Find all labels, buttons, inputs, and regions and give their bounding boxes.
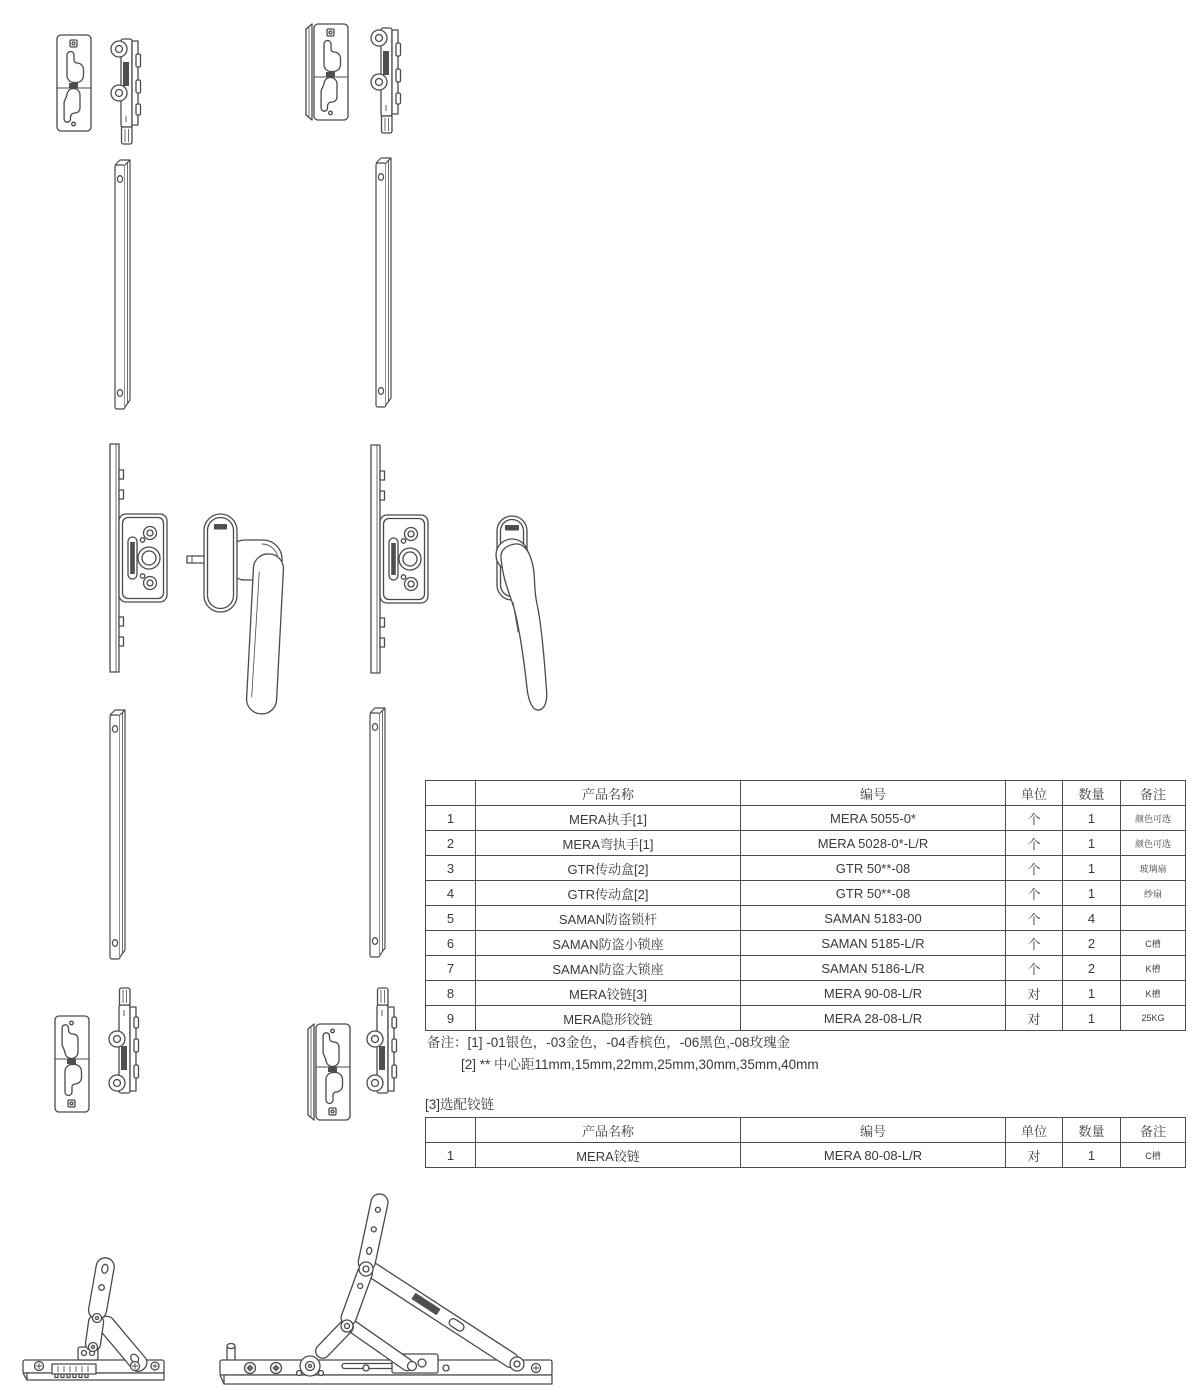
footnotes [427, 1032, 819, 1076]
table-cell: SAMAN 5183-00 [741, 906, 1006, 931]
handle-side-view-diagram [186, 506, 298, 721]
table-cell: 玻璃扇 [1121, 856, 1186, 881]
table-cell: MERA隐形铰链 [476, 1006, 741, 1031]
column-header: 单位 [1006, 1118, 1063, 1143]
column-header: 编号 [741, 781, 1006, 806]
table-row [426, 806, 1186, 831]
table-cell: 个 [1006, 831, 1063, 856]
table-cell: MERA铰链 [476, 1143, 741, 1168]
gearbox-screen-sash-diagram [369, 443, 433, 675]
table-cell: 个 [1006, 931, 1063, 956]
table-row [426, 906, 1186, 931]
table-row [426, 981, 1186, 1006]
table-cell: 1 [1063, 981, 1121, 1006]
lock-rod-lower-right-diagram [367, 705, 389, 963]
gearbox-glass-sash-diagram [108, 442, 172, 674]
table-cell: 1 [1063, 806, 1121, 831]
footnote-colors: 备注：[1] -01银色，-03金色，-04香槟色，-06黑色,-08玫瑰金 [427, 1035, 791, 1050]
table-cell: 个 [1006, 856, 1063, 881]
table-cell: 1 [1063, 881, 1121, 906]
column-header: 备注 [1121, 1118, 1186, 1143]
table-cell: 个 [1006, 956, 1063, 981]
table-cell: MERA 5028-0*-L/R [741, 831, 1006, 856]
row-index: 6 [426, 931, 476, 956]
column-header: 备注 [1121, 781, 1186, 806]
footnote-center-distance: [2] ** 中心距11mm,15mm,22mm,25mm,30mm,35mm,40mm [461, 1057, 819, 1072]
table-cell: 对 [1006, 981, 1063, 1006]
row-index: 7 [426, 956, 476, 981]
table-cell: K槽 [1121, 956, 1186, 981]
table-cell: MERA执手[1] [476, 806, 741, 831]
table-cell: 25KG [1121, 1006, 1186, 1031]
header-row [426, 781, 1186, 806]
optional-hinge-label: [3]选配铰链 [425, 1097, 495, 1112]
table-cell: GTR传动盒[2] [476, 856, 741, 881]
lock-rod-lower-left-diagram [107, 707, 129, 965]
table-row [426, 956, 1186, 981]
table-cell: SAMAN 5185-L/R [741, 931, 1006, 956]
table-cell: GTR传动盒[2] [476, 881, 741, 906]
table-cell: GTR 50**-08 [741, 856, 1006, 881]
table-cell: 4 [1063, 906, 1121, 931]
table-cell: 个 [1006, 906, 1063, 931]
table-cell: GTR 50**-08 [741, 881, 1006, 906]
friction-hinge-small-diagram [18, 1253, 168, 1393]
keeper-bracket-top-right-diagram [368, 25, 404, 137]
parts-table-body [426, 806, 1186, 1031]
table-cell: 2 [1063, 956, 1121, 981]
table-cell: C槽 [1121, 931, 1186, 956]
table-cell: C槽 [1121, 1143, 1186, 1168]
row-index: 3 [426, 856, 476, 881]
table-row [426, 831, 1186, 856]
column-header: 单位 [1006, 781, 1063, 806]
keeper-plate-bottom-left-diagram [52, 1014, 92, 1114]
table-row [426, 1143, 1186, 1168]
column-header: 数量 [1063, 781, 1121, 806]
table-cell: SAMAN防盗锁杆 [476, 906, 741, 931]
header-row [426, 1118, 1186, 1143]
table-cell: 2 [1063, 931, 1121, 956]
table-cell: 个 [1006, 806, 1063, 831]
column-header: 产品名称 [476, 1118, 741, 1143]
table-cell: 1 [1063, 831, 1121, 856]
row-index: 5 [426, 906, 476, 931]
table-cell: 1 [1063, 1006, 1121, 1031]
row-index: 2 [426, 831, 476, 856]
table-cell: MERA 5055-0* [741, 806, 1006, 831]
table-row [426, 856, 1186, 881]
curved-handle-front-view-diagram [493, 512, 551, 722]
table-cell: MERA 80-08-L/R [741, 1143, 1006, 1168]
table-cell [1121, 906, 1186, 931]
table-cell: 对 [1006, 1143, 1063, 1168]
column-header: 编号 [741, 1118, 1006, 1143]
column-header [426, 1118, 476, 1143]
table-row [426, 1006, 1186, 1031]
table-cell: 对 [1006, 1006, 1063, 1031]
column-header [426, 781, 476, 806]
table-cell: 1 [1063, 856, 1121, 881]
table-cell: MERA弯执手[1] [476, 831, 741, 856]
table-cell: MERA铰链[3] [476, 981, 741, 1006]
column-header: 数量 [1063, 1118, 1121, 1143]
lock-rod-upper-left-diagram [112, 157, 134, 415]
table-cell: SAMAN防盗小锁座 [476, 931, 741, 956]
table-cell: 1 [1063, 1143, 1121, 1168]
table-cell: 颜色可选 [1121, 831, 1186, 856]
table-cell: SAMAN防盗大锁座 [476, 956, 741, 981]
table-row [426, 881, 1186, 906]
row-index: 1 [426, 806, 476, 831]
lock-rod-upper-right-diagram [373, 155, 395, 413]
row-index: 1 [426, 1143, 476, 1168]
table-cell: K槽 [1121, 981, 1186, 1006]
table-cell: 颜色可选 [1121, 806, 1186, 831]
table-row [426, 931, 1186, 956]
table-cell: 个 [1006, 881, 1063, 906]
keeper-bracket-bottom-left-diagram [106, 984, 142, 1096]
keeper-plate-bottom-right-diagram [306, 1022, 352, 1122]
optional-table-header [426, 1118, 1186, 1143]
table-cell: 纱扇 [1121, 881, 1186, 906]
optional-table-body [426, 1143, 1186, 1168]
table-cell: MERA 28-08-L/R [741, 1006, 1006, 1031]
friction-hinge-large-diagram [214, 1192, 559, 1397]
row-index: 9 [426, 1006, 476, 1031]
table-cell: SAMAN 5186-L/R [741, 956, 1006, 981]
row-index: 4 [426, 881, 476, 906]
keeper-plate-top-right-diagram [304, 22, 350, 122]
column-header: 产品名称 [476, 781, 741, 806]
optional-hinge-table [425, 1117, 1186, 1168]
row-index: 8 [426, 981, 476, 1006]
parts-table-header [426, 781, 1186, 806]
keeper-bracket-bottom-right-diagram [364, 984, 400, 1096]
table-cell: MERA 90-08-L/R [741, 981, 1006, 1006]
keeper-bracket-top-left-diagram [108, 36, 144, 148]
parts-table [425, 780, 1186, 1031]
keeper-plate-top-left-diagram [54, 33, 94, 133]
